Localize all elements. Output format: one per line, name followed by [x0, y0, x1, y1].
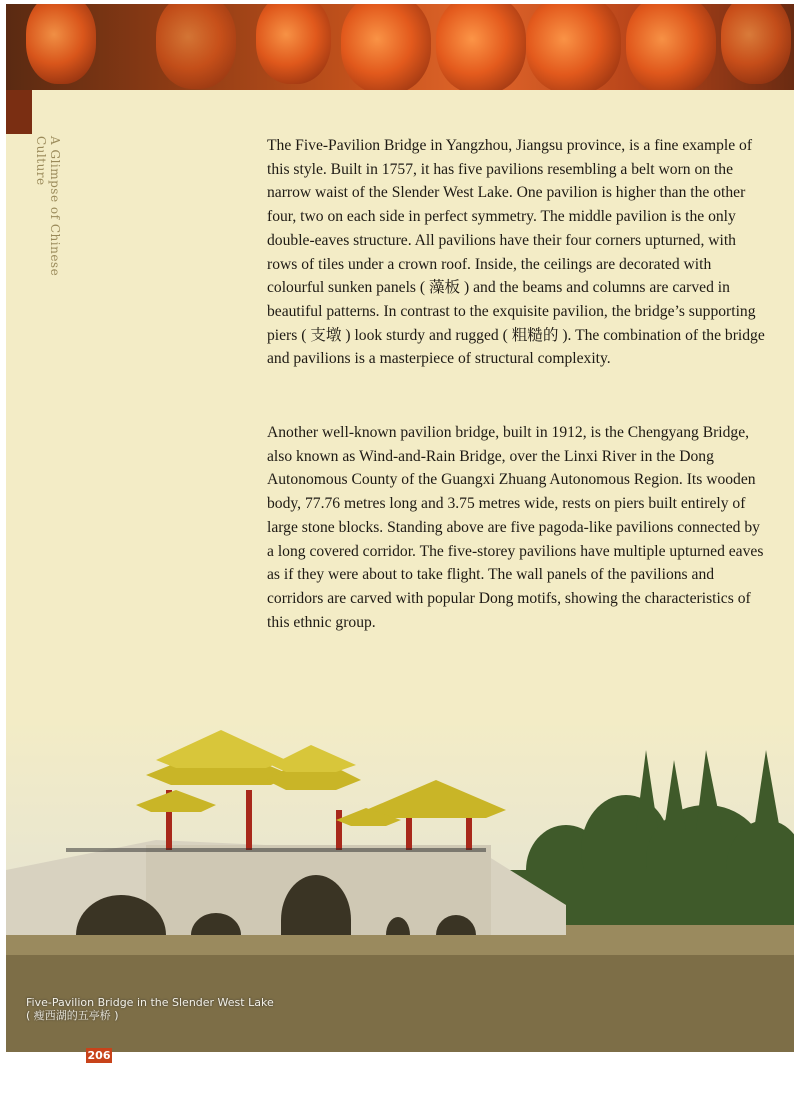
photo-caption	[26, 996, 274, 1022]
page-number: 206	[87, 1049, 111, 1062]
running-header	[32, 134, 62, 324]
running-header-text: A Glimpse of Chinese Culture	[34, 136, 62, 277]
lantern-banner-image	[6, 4, 794, 90]
banner-edge	[6, 90, 32, 134]
paragraph-chengyang-bridge	[267, 421, 767, 634]
paragraph-text: The Five-Pavilion Bridge in Yangzhou, Jiangsu province, is a fine example of this style. Built in 1757, it has five pavilions resembling a belt worn on the narrow waist of the Slender West Lake. One pavilion is higher than the other four, two on each side in perfect symmetry. The middle pavilion is the only double-eaves structure. All pavilions have their four corners upturned, with rows of tiles under a crown roof. Inside, the ceilings are decorated with colourful sunken panels ( 藻板 ) and the beams and columns are carved in beautiful patterns. In contrast to the exquisite pavilion, the bridge’s supporting piers ( 支墩 ) look sturdy and rugged ( 粗糙的 ). The combination of the bridge and pavilions is a masterpiece of structural complexity.	[267, 137, 765, 368]
book-page	[6, 4, 794, 1052]
paragraph-text: Another well-known pavilion bridge, built in 1912, is the Chengyang Bridge, also known as Wind-and-Rain Bridge, over the Linxi River in the Dong Autonomous County of the Guangxi Zhuang Autonomous Region. Its wooden body, 77.76 metres long and 3.75 metres wide, rests on piers built entirely of large stone blocks. Standing above are five pagoda-like pavilions connected by a long covered corridor. The five-storey pavilions have multiple upturned eaves as if they were about to take flight. The wall panels of the pavilions and corridors are carved with popular Dong motifs, showing the characteristics of this ethnic group.	[267, 424, 764, 631]
caption-chinese: ( 瘦西湖的五亭桥 )	[26, 1009, 119, 1022]
caption-english: Five-Pavilion Bridge in the Slender West Lake	[26, 996, 274, 1009]
paragraph-five-pavilion-bridge	[267, 134, 767, 371]
